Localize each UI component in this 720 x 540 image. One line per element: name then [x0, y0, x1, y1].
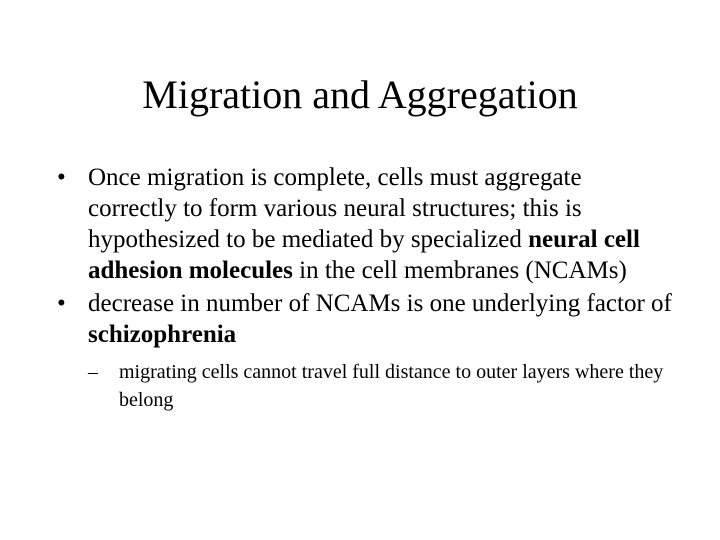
bullet-item-schizophrenia	[50, 288, 675, 414]
bullet-item-ncam-aggregation	[50, 162, 675, 286]
bullet-bold-term: neural cell adhesion molecules	[88, 226, 640, 284]
bullet-text: decrease in number of NCAMs is one underlying factor of	[88, 290, 672, 317]
bullet-bold-term: schizophrenia	[88, 321, 237, 348]
bullet-list	[50, 162, 675, 416]
sub-bullet-marker: –	[88, 361, 98, 383]
bullet-text-after: in the cell membranes (NCAMs)	[292, 257, 627, 284]
slide-title: Migration and Aggregation	[142, 72, 578, 117]
sub-bullet-text: migrating cells cannot travel full distance to outer layers where they belong	[119, 361, 664, 411]
bullet-marker: •	[57, 164, 66, 191]
bullet-text: Once migration is complete, cells must aggregate correctly to form various neural structures; this is hypothesized to be mediated by specialized	[88, 164, 582, 253]
sub-bullet-list	[88, 358, 675, 414]
sub-bullet-item	[88, 358, 675, 414]
bullet-marker: •	[57, 290, 66, 317]
